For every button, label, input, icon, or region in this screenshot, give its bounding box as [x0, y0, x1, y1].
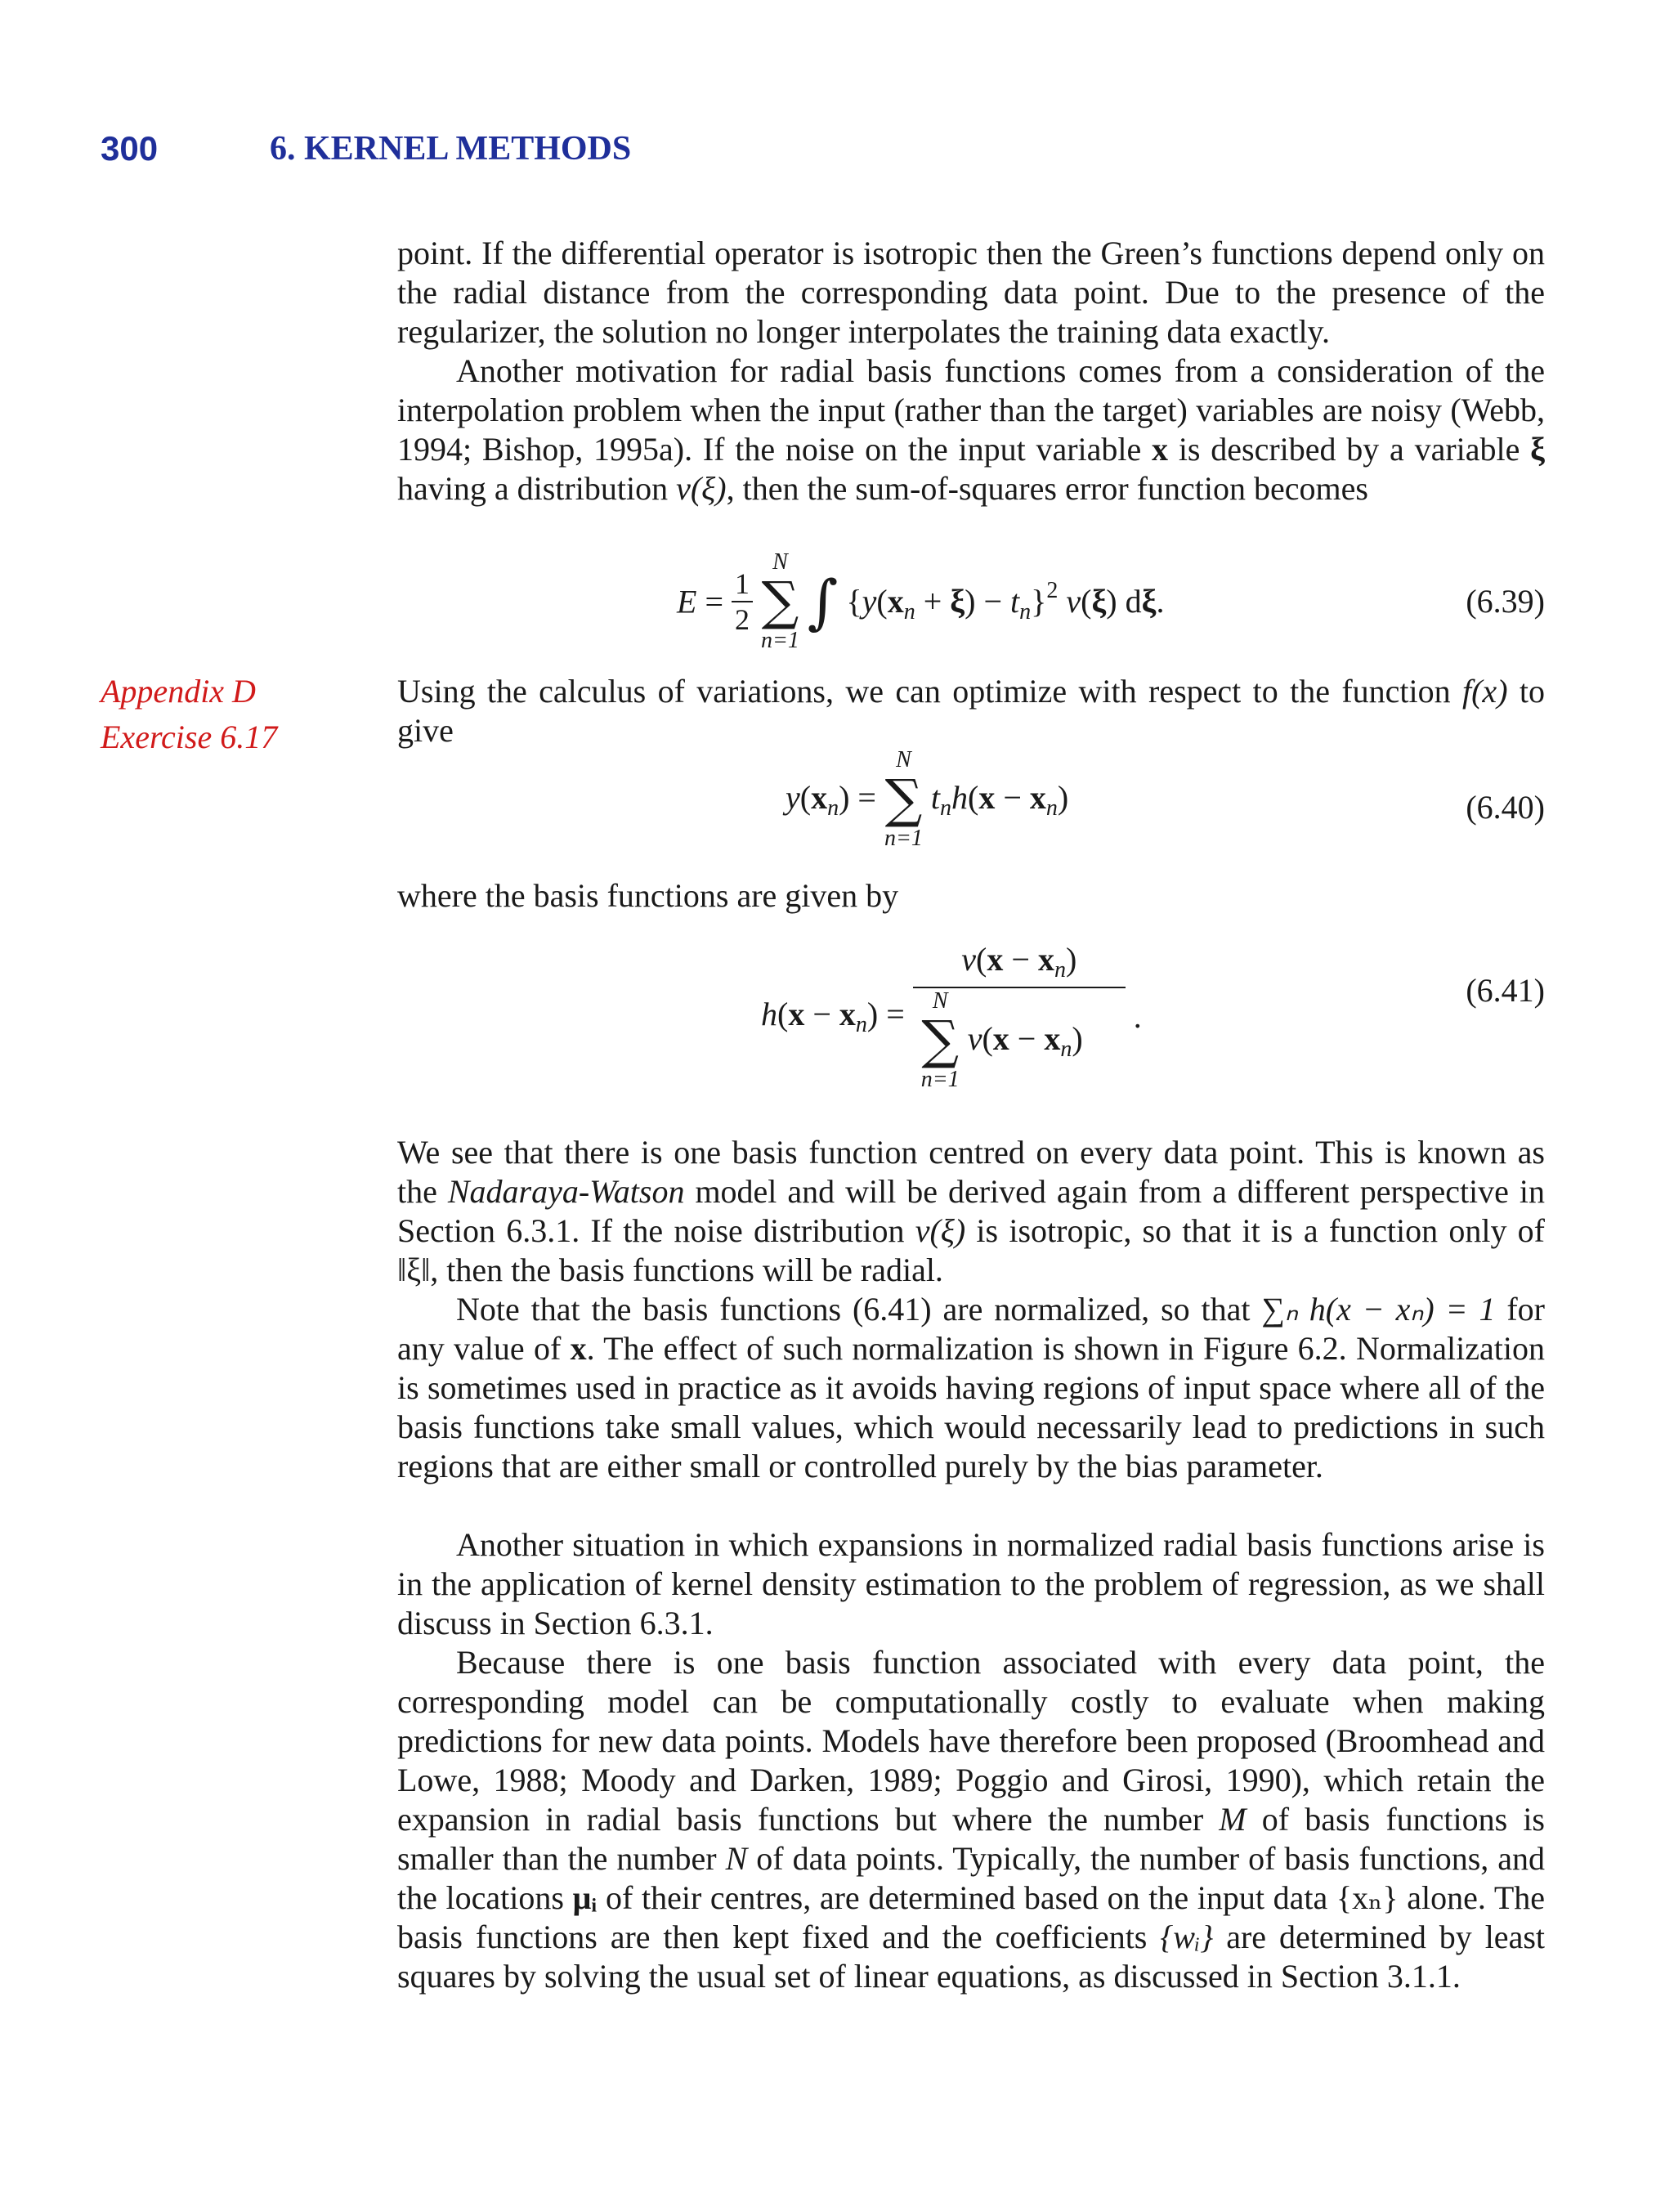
text-block-top — [397, 234, 1545, 508]
paragraph-7: Another situation in which expansions in normalized radial basis functions arise is in the application of kernel density estimation to the problem of regression, as we shall discuss in Section 6.3.1. — [397, 1526, 1545, 1641]
text-block-basis — [397, 876, 1545, 916]
math-x: x — [570, 1330, 587, 1367]
text-block-calculus — [397, 672, 1545, 750]
page-number: 300 — [101, 129, 159, 168]
equation-number: (6.39) — [1466, 583, 1545, 620]
math-x: x — [1152, 431, 1169, 468]
paragraph-8: Because there is one basis function associated with every data point, the corresponding model can be computationally costly to evaluate when making predictions for new data points. Models have therefore been proposed (Broomhead and Lowe, 1988; Moody and Darken, 1989; Poggio and Girosi, 1990), which retain the expansion in radial basis functions but where the number M of basis functions is smaller than the number N of data points. Typically, the number of basis functions, and the locations μᵢ of their centres, are determined based on the input data {xₙ} alone. The basis functions are then kept fixed and the coefficients {wᵢ} are determined by least squares by solving the usual set of linear equations, as discussed in Section 3.1.1. — [397, 1644, 1546, 1995]
math-f-x: f(x) — [1462, 673, 1508, 710]
margin-note-appendix: Appendix D — [101, 673, 256, 710]
equation-number: (6.40) — [1466, 789, 1545, 826]
paragraph-3: Using the calculus of variations, we can optimize with respect to the function f(x) to give — [397, 673, 1545, 749]
math-xn-set: {xₙ} — [1336, 1879, 1399, 1916]
math-mu-i: μᵢ — [572, 1879, 598, 1916]
equation-6-40: $y(x_n)$ = N ∑ n=1 $t_nh(x - x_n)$ (6.40) — [786, 747, 1545, 851]
math-M: M — [1219, 1801, 1247, 1838]
equation-number: (6.41) — [1466, 972, 1545, 1009]
text-block-nadaraya — [397, 1133, 1545, 1486]
text-block-kernel-density — [397, 1525, 1545, 1996]
paragraph-4: where the basis functions are given by — [397, 877, 899, 914]
math-nu-xi: ν(ξ) — [915, 1212, 966, 1249]
math-nu-xi: ν(ξ) — [676, 470, 727, 507]
paragraph-2: Another motivation for radial basis functions comes from a consideration of the interpolation problem when the input (rather than the target) variables are noisy (Webb, 1994; Bishop, 1995a). If the noise on the input variable x is described by a variable ξ having a distribution ν(ξ), then the sum-of-squares error function becomes — [397, 352, 1545, 507]
paragraph-1: point. If the differential operator is isotropic then the Green’s functions depend only on the radial distance from the corresponding data point. Due to the presence of the regularizer, the solution no longer interpolates the training data exactly. — [397, 235, 1545, 350]
nadaraya-watson-term: Nadaraya-Watson — [447, 1173, 685, 1210]
math-xi: ξ — [1530, 431, 1545, 468]
math-N: N — [725, 1840, 748, 1877]
math-sum-h: ∑ₙ h(x − xₙ) = 1 — [1261, 1291, 1496, 1328]
math-norm-xi: ‖ξ‖ — [397, 1252, 431, 1288]
math-wi-set: {wᵢ} — [1160, 1919, 1214, 1955]
paragraph-5: We see that there is one basis function centred on every data point. This is known as the Nadaraya-Watson model and will be derived again from a different perspective in Section 6.3.1. If the noise distribution ν(ξ) is isotropic, so that it is a function only of ‖ξ‖, then the basis functions will be radial. — [397, 1134, 1545, 1288]
margin-note-exercise: Exercise 6.17 — [101, 719, 278, 755]
equation-6-41: $h(x - x_n)$ = $\nu(x - x_n)$ N ∑ n=1 $\nu(x - x_n)$ . (6.41) — [761, 941, 1545, 1092]
paragraph-6: Note that the basis functions (6.41) are normalized, so that ∑ₙ h(x − xₙ) = 1 for any value of x. The effect of such normalization is shown in Figure 6.2. Normalization is sometimes used in practice as it avoids having regions of input space where all of the basis functions take small values, which would necessarily lead to predictions in such regions that are either small or controlled purely by the bias parameter. — [397, 1291, 1545, 1484]
equation-6-39: E = $\frac{1}{2}$ N ∑ n=1 ∫ $\{y(x_n + \xi) - t_n\}^2$ ν(ξ) dξ. (6.39) — [677, 549, 1545, 653]
chapter-title: 6. KERNEL METHODS — [270, 130, 632, 168]
